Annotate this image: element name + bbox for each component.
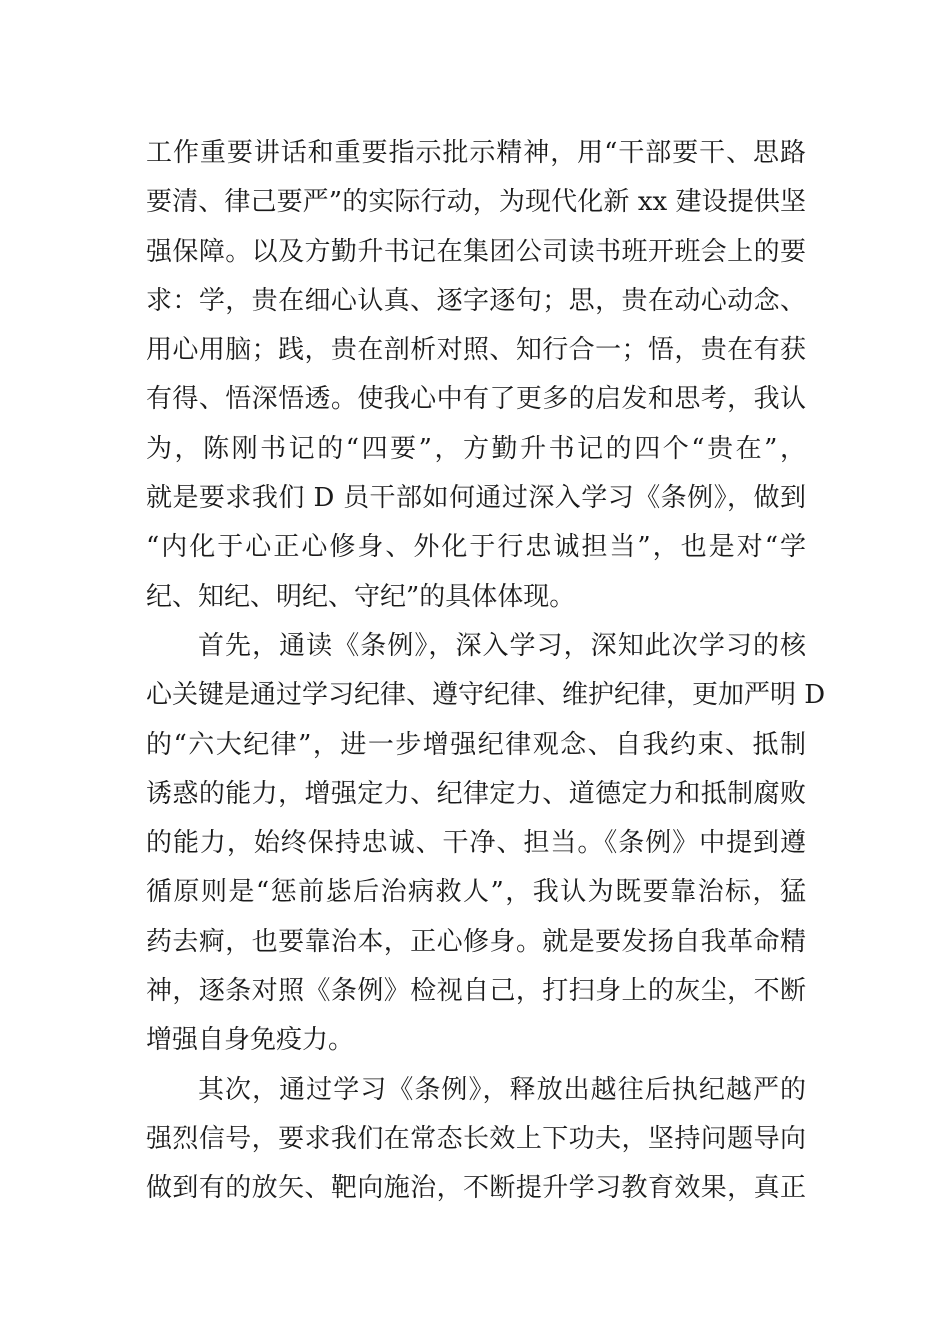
text-line: 神，逐条对照《条例》检视自己，打扫身上的灰尘，不断 (146, 976, 806, 1007)
text-line: “内化于心正心修身、外化于行忠诚担当”，也是对“学 (146, 532, 806, 563)
text-line: 心关键是通过学习纪律、遵守纪律、维护纪律，更加严明 D (146, 680, 826, 711)
text-line: 强烈信号，要求我们在常态长效上下功夫，坚持问题导向 (146, 1123, 806, 1154)
text-line: 求：学，贵在细心认真、逐字逐句；思，贵在动心动念、 (146, 285, 806, 316)
text-line: 做到有的放矢、靶向施治，不断提升学习教育效果，真正 (146, 1173, 806, 1204)
text-line: 的能力，始终保持忠诚、干净、担当。《条例》中提到遵 (146, 828, 806, 859)
text-line: 工作重要讲话和重要指示批示精神，用“干部要干、思路 (146, 138, 806, 168)
text-line: 药去痾，也要靠治本，正心修身。就是要发扬自我革命精 (146, 926, 806, 957)
text-line: 循原则是“惩前毖后治病救人”，我认为既要靠治标，猛 (146, 877, 806, 908)
paragraph-first-line: 首先，通读《条例》，深入学习，深知此次学习的核 (198, 630, 806, 661)
text-line: 要清、律己要严”的实际行动，为现代化新 xx 建设提供坚 (146, 187, 806, 218)
paragraph-first-line: 其次，通过学习《条例》，释放出越往后执纪越严的 (198, 1074, 806, 1105)
text-line: 强保障。以及方勤升书记在集团公司读书班开班会上的要 (146, 236, 806, 267)
body-text (146, 129, 826, 1214)
text-line: 的“六大纪律”，进一步增强纪律观念、自我约束、抵制 (146, 729, 806, 760)
text-line: 为，陈刚书记的“四要”，方勤升书记的四个“贵在”， (146, 433, 806, 464)
text-line: 用心用脑；践，贵在剖析对照、知行合一；悟，贵在有获 (146, 335, 806, 366)
text-line: 就是要求我们 D 员干部如何通过深入学习《条例》，做到 (146, 483, 806, 514)
text-line: 诱惑的能力，增强定力、纪律定力、道德定力和抵制腐败 (146, 778, 806, 809)
text-line: 增强自身免疫力。 (146, 1025, 355, 1056)
text-line: 有得、悟深悟透。使我心中有了更多的启发和思考，我认 (146, 384, 806, 415)
text-line: 纪、知纪、明纪、守纪”的具体体现。 (146, 581, 576, 612)
